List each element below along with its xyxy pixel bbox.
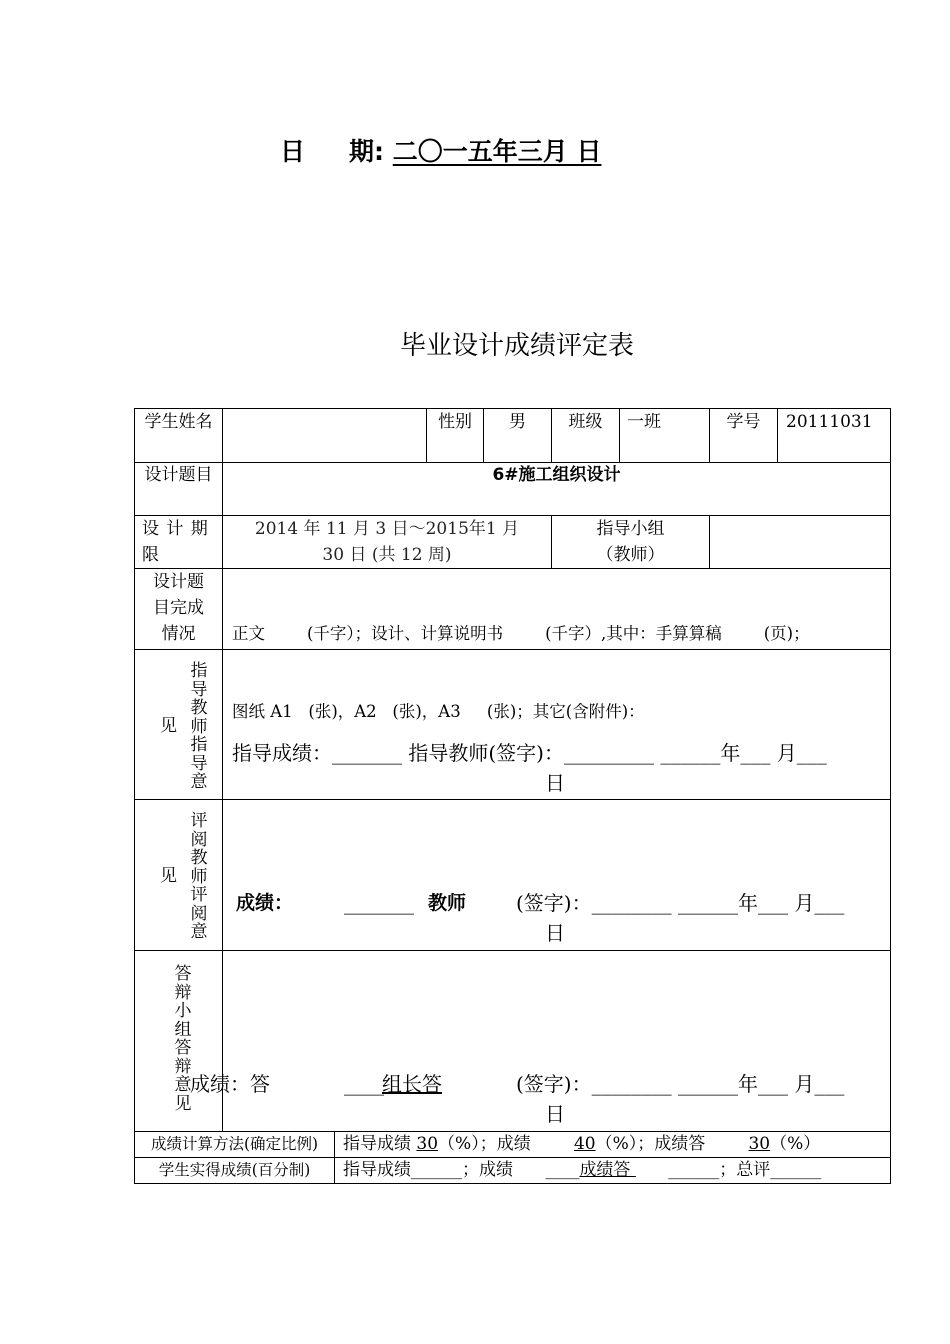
completion-label-line-1: 设计题 [153,572,204,592]
gender-label: 性别 [438,412,472,432]
completion-label-line-3: 情况 [161,624,196,644]
page-title: 毕业设计成绩评定表 [399,331,634,361]
actual-total-label: ；总评 [719,1160,771,1180]
table-line [134,408,135,1184]
design-period-line-2: 30 日 (共 12 周) [322,545,452,565]
advisor-month-blank: ___ [796,741,827,765]
table-line [777,408,778,463]
table-line [134,950,891,951]
gender-value: 男 [509,412,526,432]
actual-total-blank: ______ [770,1160,822,1180]
advisor-score-line [232,738,887,768]
actual-advisor-label: 指导成绩 [343,1160,411,1180]
calc-method-values [343,1131,888,1157]
design-topic-value: 6#施工组织设计 [492,465,621,485]
reviewer-year-blank: ___ [757,891,795,915]
reviewer-day: 日 [545,921,565,945]
actual-reviewer-blank: ____ [545,1160,580,1180]
reviewer-teacher-label: 教师 [428,892,467,914]
actual-score-values [343,1157,888,1183]
advisor-label-line-1: 指导小组 [596,519,665,539]
student-id-value: 20111031 [786,412,873,432]
design-period-line-1: 2014 年 11 月 3 日～2015年1 月 [254,519,520,539]
calc-method-label: 成绩计算方法(确定比例) [150,1135,319,1153]
table-line [709,515,710,569]
calc-reviewer-unit: （%）； [595,1134,655,1154]
student-name-label: 学生姓名 [144,412,213,432]
calc-defense-label: 成绩答 [654,1134,711,1154]
date-label-1: 日 [280,137,306,166]
defense-month-blank: ___ [814,1072,845,1096]
calc-reviewer-label: 成绩 [496,1134,537,1154]
advisor-month: 月 [776,741,797,765]
defense-sign-line [516,1069,844,1099]
calc-defense-value: 30 [748,1134,771,1154]
advisor-score-blank: _______ [332,741,402,765]
table-line [134,1183,891,1184]
reviewer-month-blank: ___ [814,891,845,915]
advisor-sign-label: 指导教师(签字)： [402,741,564,765]
defense-opinion-label: 答 辩 小 组 答 辩 意 见 [174,964,192,1114]
defense-group-label: 组长答 [382,1072,442,1096]
design-topic-label: 设计题目 [144,465,213,485]
advisor-year: 年 [720,741,741,765]
design-period-label: 设 计 期限 [142,519,209,565]
advisor-score-label: 指导成绩： [232,741,332,765]
actual-defense-blank: ______ [668,1160,720,1180]
class-label: 班级 [568,412,603,432]
advisor-year-blank: ___ [740,741,777,765]
date-colon: : [374,137,385,166]
defense-sign-blank: ________ ______ [591,1072,738,1096]
reviewer-sign-label: (签字)： [516,891,592,915]
table-line [890,408,891,1184]
completion-details [232,569,887,751]
reviewer-sign-blank: ________ ______ [591,891,738,915]
table-line [134,799,891,800]
actual-score-label: 学生实得成绩(百分制) [158,1161,311,1179]
actual-advisor-blank: ______ [411,1160,462,1180]
date-label-2: 期 [349,137,375,166]
advisor-opinion-label: 指 导 教 师 指 导 意 [190,661,208,792]
reviewer-month: 月 [794,891,815,915]
actual-defense-label: 成绩答 [579,1160,636,1180]
defense-month: 月 [794,1072,815,1096]
advisor-sign-blank: _________ ______ [563,741,721,765]
calc-advisor-unit: （%）； [438,1134,497,1154]
reviewer-sign-line [516,888,844,918]
defense-year-blank: ___ [757,1072,795,1096]
defense-score-blank: ____ [344,1072,384,1096]
reviewer-year: 年 [737,891,758,915]
advisor-label [552,516,709,568]
defense-score-label: 成绩：答 [190,1072,270,1096]
calc-advisor-value: 30 [416,1134,439,1154]
table-line [334,1131,335,1184]
advisor-label-line-2: （教师） [596,545,665,565]
calc-advisor-label: 指导成绩 [343,1134,417,1154]
advisor-day: 日 [545,771,565,795]
design-period-value [223,516,551,568]
reviewer-opinion-side-char: 见 [160,866,177,886]
calc-defense-unit: （%） [770,1134,821,1154]
advisor-opinion-side-char: 见 [160,716,177,736]
table-line [619,408,620,463]
reviewer-opinion-label: 评 阅 教 师 评 阅 意 [190,811,208,942]
student-id-label: 学号 [726,412,761,432]
completion-label [135,569,222,647]
completion-label-line-2: 目完成 [153,598,204,618]
completion-line-2: 图纸 A1 (张)，A2 (张)，A3 (张)；其它(含附件)： [232,702,645,721]
date-value: 二〇一五年三月 日 [392,137,602,166]
reviewer-score-blank: _______ [344,891,414,915]
date-line [280,132,629,168]
calc-reviewer-value: 40 [573,1134,596,1154]
defense-sign-label: (签字)： [516,1072,592,1096]
actual-reviewer-label: ；成绩 [462,1160,519,1180]
defense-day: 日 [545,1102,565,1126]
completion-line-1: 正文 (千字）；设计、计算说明书 (千字）,其中：手算算稿 (页)； [232,624,810,643]
class-value: 一班 [627,412,661,432]
defense-year: 年 [737,1072,758,1096]
reviewer-score-label: 成绩： [236,892,294,914]
